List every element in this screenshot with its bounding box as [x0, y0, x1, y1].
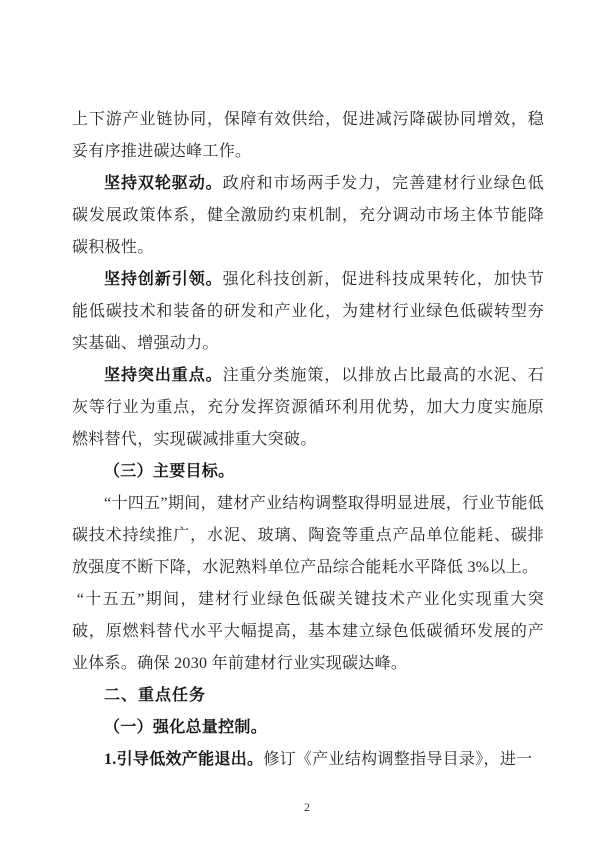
paragraph-text: “十五五”期间，建材行业绿色低碳关键技术产业化实现重大突破，原燃料替代水平大幅提高，基本建立绿色低碳循环发展的产业体系。确保 2030 年前建材行业实现碳达峰。	[72, 591, 544, 672]
paragraph-lead-bold: 1.引导低效产能退出。	[104, 751, 264, 768]
paragraph-text: 注重分类施策，以排放占比最高的水泥、石灰等行业为重点，充分发挥资源循环利用优势，加大力度实施原燃料替代，实现碳减排重大突破。	[72, 367, 544, 448]
paragraph	[72, 264, 544, 360]
paragraph	[72, 104, 544, 168]
paragraph-lead-bold: 二、重点任务	[104, 687, 207, 704]
paragraph	[72, 168, 544, 264]
paragraph-lead-bold: 坚持双轮驱动。	[104, 175, 223, 192]
paragraph	[72, 456, 544, 488]
paragraph-lead-bold: 坚持创新引领。	[104, 271, 223, 288]
paragraph	[72, 488, 544, 584]
paragraph-lead-bold: 坚持突出重点。	[104, 367, 223, 384]
paragraph-lead-bold: （一）强化总量控制。	[104, 719, 268, 736]
paragraph	[72, 584, 544, 680]
paragraph	[72, 680, 544, 712]
paragraph-text: 上下游产业链协同，保障有效供给，促进减污降碳协同增效，稳妥有序推进碳达峰工作。	[72, 111, 544, 160]
document-body	[72, 104, 544, 776]
paragraph-text: “十四五”期间，建材产业结构调整取得明显进展，行业节能低碳技术持续推广，水泥、玻璃、陶瓷等重点产品单位能耗、碳排放强度不断下降，水泥熟料单位产品综合能耗水平降低 3%以上。	[72, 495, 544, 576]
paragraph-text: 政府和市场两手发力，完善建材行业绿色低碳发展政策体系，健全激励约束机制，充分调动市场主体节能降碳积极性。	[72, 175, 544, 256]
paragraph-text: 修订《产业结构调整指导目录》，进一	[263, 751, 533, 768]
paragraph-text: 强化科技创新，促进科技成果转化，加快节能低碳技术和装备的研发和产业化，为建材行业绿色低碳转型夯实基础、增强动力。	[72, 271, 544, 352]
paragraph	[72, 712, 544, 744]
paragraph	[72, 360, 544, 456]
paragraph	[72, 744, 544, 776]
page-number: 2	[304, 800, 310, 814]
paragraph-lead-bold: （三）主要目标。	[104, 463, 235, 480]
